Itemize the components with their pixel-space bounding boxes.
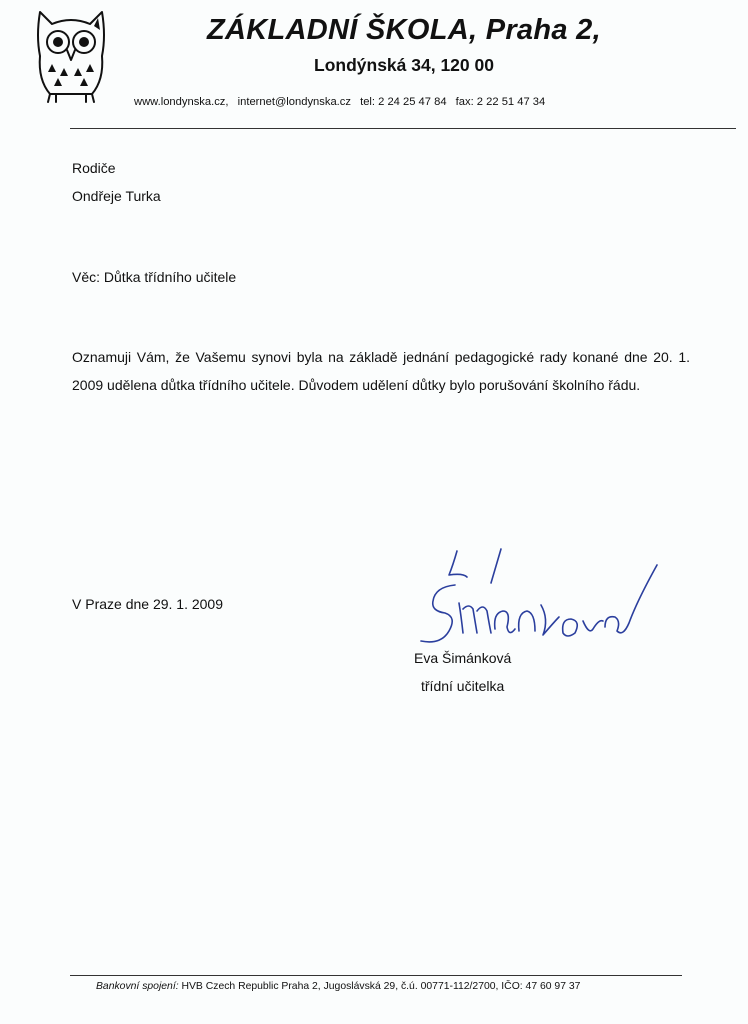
school-address: Londýnská 34, 120 00 [314, 55, 494, 75]
owl-icon [32, 6, 110, 104]
recipient-line-2: Ondřeje Turka [72, 188, 161, 204]
handwritten-signature [405, 545, 670, 655]
signer-role: třídní učitelka [421, 678, 505, 694]
footer-label: Bankovní spojení: [96, 981, 179, 992]
email-link[interactable]: internet@londynska.cz [237, 96, 351, 108]
footer-text: HVB Czech Republic Praha 2, Jugoslávská 29, č.ú. 00771-112/2700, IČO: 47 60 97 37 [181, 981, 581, 992]
phone-number: tel: 2 24 25 47 84 [360, 96, 447, 108]
subject-line: Věc: Důtka třídního učitele [72, 269, 237, 285]
header-divider [70, 128, 736, 129]
contact-line [134, 96, 551, 108]
website-link[interactable]: www.londynska.cz, [134, 96, 229, 108]
recipient-line-1: Rodiče [72, 160, 116, 176]
fax-number: fax: 2 22 51 47 34 [455, 96, 546, 108]
footer-divider [70, 975, 682, 976]
footer-bank-info [96, 981, 580, 992]
place-date: V Praze dne 29. 1. 2009 [72, 596, 223, 612]
school-name: ZÁKLADNÍ ŠKOLA, Praha 2, [207, 14, 601, 46]
signer-name: Eva Šimánková [414, 650, 512, 666]
letter-body: Oznamuji Vám, že Vašemu synovi byla na základě jednání pedagogické rady konané dne 20. 1. 2009 udělena důtka třídního učitele. Důvodem udělení důtky bylo porušování školního řádu. [72, 349, 690, 393]
